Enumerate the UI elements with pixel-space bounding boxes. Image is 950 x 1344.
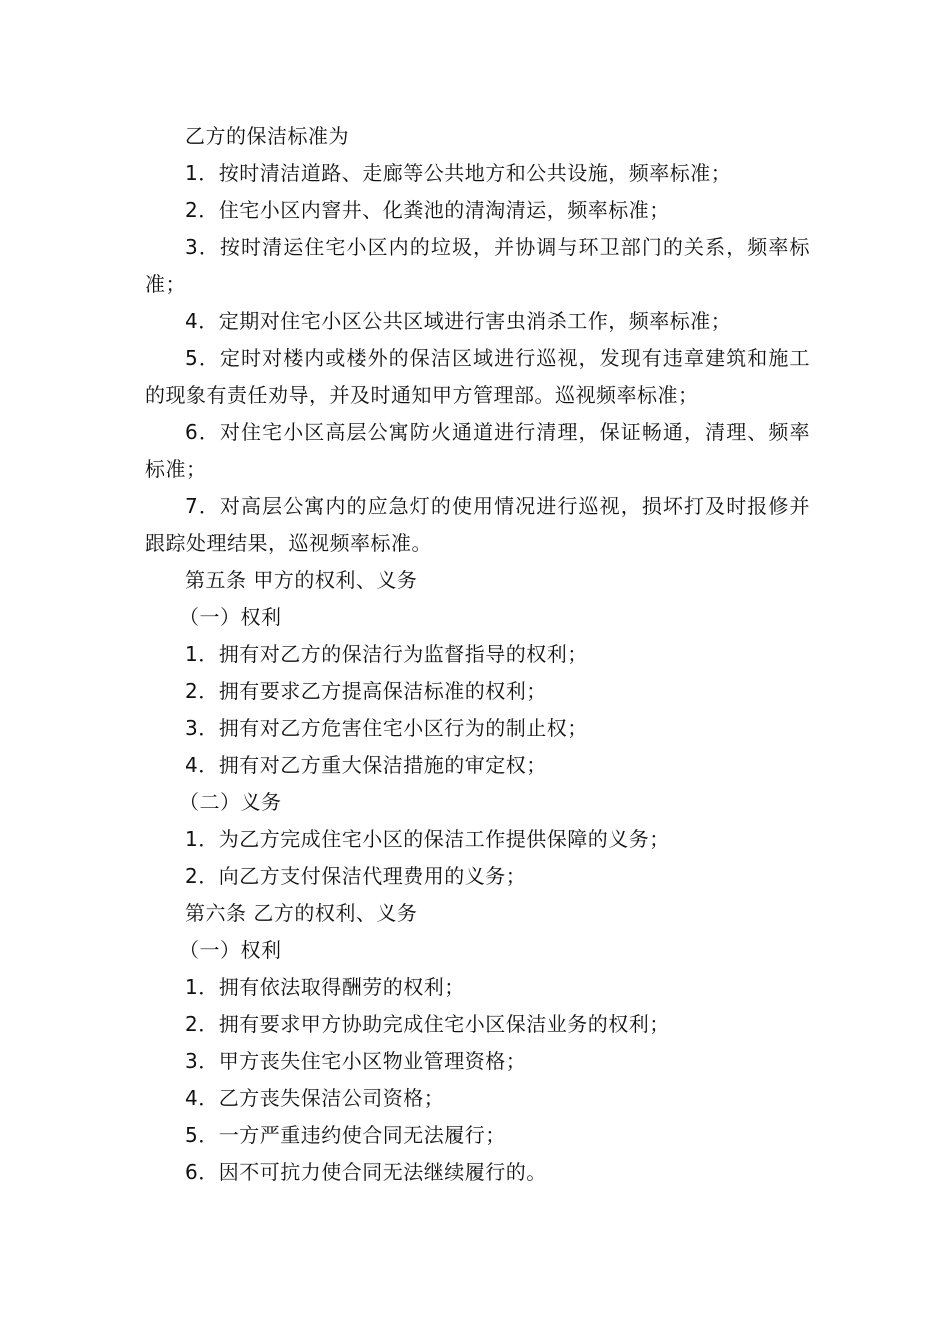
article-5-duties-heading: （二）义务	[179, 790, 282, 814]
article-6-rights-heading: （一）权利	[179, 938, 282, 962]
article-5-right-2: 2．拥有要求乙方提高保洁标准的权利；	[185, 679, 547, 703]
article-5-right-3: 3．拥有对乙方危害住宅小区行为的制止权；	[185, 716, 588, 740]
document-body	[145, 118, 810, 1191]
paragraph-standard-item-6: 6．对住宅小区高层公寓防火通道进行清理，保证畅通，清理、频率标准；	[145, 420, 810, 481]
article-5-duty-1: 1．为乙方完成住宅小区的保洁工作提供保障的义务；	[185, 827, 670, 851]
article-6-item-3: 3．甲方丧失住宅小区物业管理资格；	[185, 1049, 527, 1073]
article-6-item-5: 5．一方严重违约使合同无法履行；	[185, 1123, 506, 1147]
article-5-right-1: 1．拥有对乙方的保洁行为监督指导的权利；	[185, 642, 588, 666]
article-6-item-2: 2．拥有要求甲方协助完成住宅小区保洁业务的权利；	[185, 1012, 670, 1036]
paragraph-standard-item-1: 1．按时清洁道路、走廊等公共地方和公共设施，频率标准；	[185, 161, 732, 185]
paragraph-cleaning-standard-title: 乙方的保洁标准为	[185, 124, 349, 148]
article-6-item-4: 4．乙方丧失保洁公司资格；	[185, 1086, 445, 1110]
article-5-rights-heading: （一）权利	[179, 605, 282, 629]
article-6-heading: 第六条 乙方的权利、义务	[185, 901, 418, 925]
article-6-item-6: 6．因不可抗力使合同无法继续履行的。	[185, 1160, 547, 1184]
article-5-duty-2: 2．向乙方支付保洁代理费用的义务；	[185, 864, 527, 888]
paragraph-standard-item-7: 7．对高层公寓内的应急灯的使用情况进行巡视，损坏打及时报修并跟踪处理结果，巡视频率标准。	[145, 494, 810, 555]
paragraph-standard-item-4: 4．定期对住宅小区公共区域进行害虫消杀工作，频率标准；	[185, 309, 732, 333]
paragraph-standard-item-3: 3．按时清运住宅小区内的垃圾，并协调与环卫部门的关系，频率标准；	[145, 235, 810, 296]
article-5-heading: 第五条 甲方的权利、义务	[185, 568, 418, 592]
paragraph-standard-item-5: 5．定时对楼内或楼外的保洁区域进行巡视，发现有违章建筑和施工的现象有责任劝导，并及时通知甲方管理部。巡视频率标准；	[145, 346, 810, 407]
article-6-item-1: 1．拥有依法取得酬劳的权利；	[185, 975, 465, 999]
paragraph-standard-item-2: 2．住宅小区内窨井、化粪池的清淘清运，频率标准；	[185, 198, 670, 222]
article-5-right-4: 4．拥有对乙方重大保洁措施的审定权；	[185, 753, 547, 777]
